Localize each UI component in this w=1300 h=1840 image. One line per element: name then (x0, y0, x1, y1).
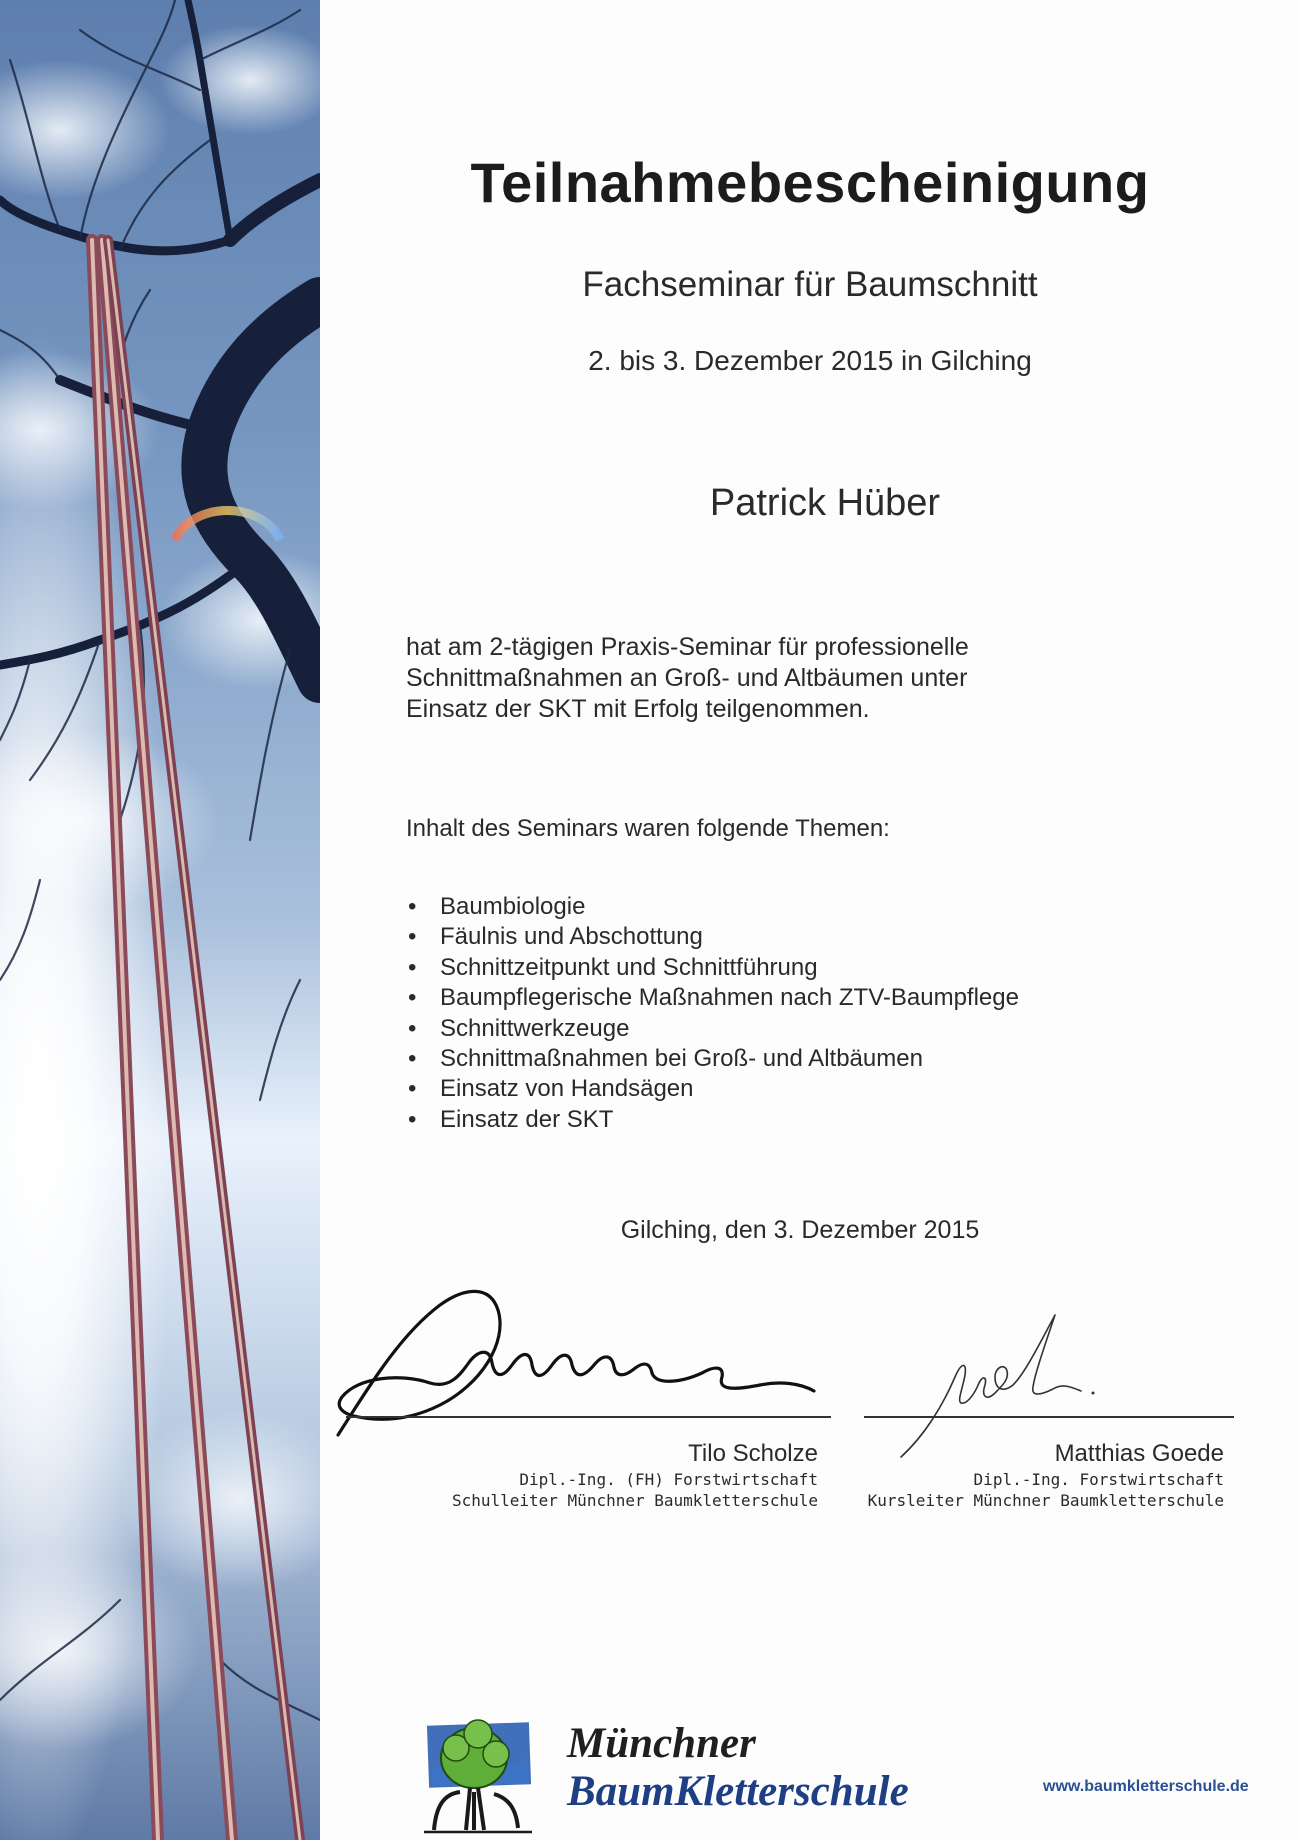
topic-item: • Schnittzeitpunkt und Schnittführung (406, 953, 1019, 983)
logo-line-1: Münchner (567, 1720, 756, 1767)
topic-item: • Einsatz der SKT (406, 1105, 1019, 1135)
participant-name: Patrick Hüber (709, 482, 941, 524)
seminar-name: Fachseminar für Baumschnitt (582, 265, 1038, 304)
signature-line-right (864, 1416, 1234, 1418)
logo-line-2: BaumKletterschule (567, 1768, 909, 1815)
topic-item: • Baumbiologie (406, 892, 1019, 922)
signatory-left (346, 1439, 818, 1511)
statement-line: Schnittmaßnahmen an Groß- und Altbäumen unter (406, 664, 968, 692)
tree-logo-icon (420, 1712, 570, 1837)
topic-item: • Fäulnis und Abschottung (406, 922, 1019, 952)
place-and-date: Gilching, den 3. Dezember 2015 (620, 1216, 980, 1244)
seminar-date-location: 2. bis 3. Dezember 2015 in Gilching (588, 345, 1032, 376)
topics-intro: Inhalt des Seminars waren folgende Themen: (406, 815, 890, 842)
signatory-degree: Dipl.-Ing. Forstwirtschaft (973, 1470, 1224, 1489)
statement-line: hat am 2-tägigen Praxis-Seminar für professionelle (406, 633, 969, 661)
topic-item: • Schnittmaßnahmen bei Groß- und Altbäumen (406, 1044, 1019, 1074)
school-logo (420, 1712, 960, 1832)
signatory-degree: Dipl.-Ing. (FH) Forstwirtschaft (519, 1470, 818, 1489)
signature-scholze (330, 1265, 830, 1440)
tree-photo (0, 0, 320, 1840)
signatory-right (810, 1439, 1224, 1511)
topic-item: • Schnittwerkzeuge (406, 1014, 1019, 1044)
statement-line: Einsatz der SKT mit Erfolg teilgenommen. (406, 695, 870, 723)
certificate-title: Teilnahmebescheinigung (470, 151, 1150, 214)
signatory-name: Matthias Goede (1054, 1440, 1224, 1467)
logo-wordmark (567, 1720, 909, 1816)
participation-statement (406, 632, 1126, 725)
topics-list (406, 892, 1019, 1135)
topic-item: • Baumpflegerische Maßnahmen nach ZTV-Baumpflege (406, 983, 1019, 1013)
signatory-role: Kursleiter Münchner Baumkletterschule (867, 1491, 1224, 1510)
website-link[interactable]: www.baumkletterschule.de (1043, 1778, 1249, 1795)
signatory-name: Tilo Scholze (688, 1440, 818, 1467)
topic-item: • Einsatz von Handsägen (406, 1074, 1019, 1104)
signatory-role: Schulleiter Münchner Baumkletterschule (451, 1491, 818, 1510)
signature-line-left (346, 1416, 831, 1418)
